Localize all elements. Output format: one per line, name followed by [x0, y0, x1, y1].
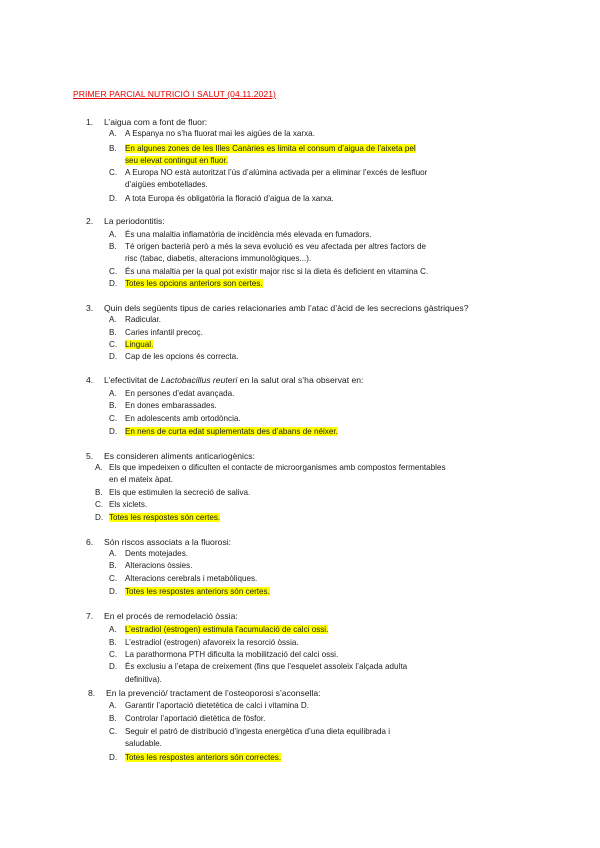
correct-answer-highlight: L’estradiol (estrogen) estimula l’acumulació de calci ossi. — [125, 625, 329, 634]
correct-answer-highlight: seu elevat contingut en fluor. — [125, 156, 229, 165]
question-1-option-c-letter: C. — [109, 168, 118, 177]
exam-title: PRIMER PARCIAL NUTRICIÓ I SALUT (04.11.2021) — [73, 89, 276, 99]
question-2-text: La periodontitis: — [104, 216, 165, 226]
question-3-option-b-letter: B. — [109, 328, 117, 337]
question-6-option-b-letter: B. — [109, 561, 117, 570]
option-text: En adolescents amb ortodòncia. — [125, 414, 241, 423]
option-text: En persones d’edat avançada. — [125, 389, 235, 398]
question-2-option-b-text — [125, 241, 426, 253]
question-8-number: 8. — [88, 688, 96, 698]
question-1-option-c-text-cont — [125, 179, 208, 191]
correct-answer-highlight: Totes les opcions anteriors son certes. — [125, 279, 263, 288]
question-4-option-b-letter: B. — [109, 401, 117, 410]
question-text-part: en la salut oral s’ha observat en: — [237, 375, 364, 385]
question-3-option-a-letter: A. — [109, 315, 117, 324]
correct-answer-highlight: En nens de curta edat suplementats des d’abans de néixer. — [125, 427, 338, 436]
question-2-option-b-text-cont — [125, 253, 311, 265]
question-3-option-c-text — [125, 339, 153, 351]
question-8-option-a-letter: A. — [109, 701, 117, 710]
option-text: Caries infantil precoç. — [125, 328, 203, 337]
question-5-option-b-letter: B. — [95, 488, 103, 497]
question-5-option-c-letter: C. — [95, 500, 104, 509]
option-text: La parathormona PTH dificulta la mobilització del calci ossi. — [125, 650, 339, 659]
question-7-option-c-text — [125, 649, 338, 661]
question-3-text: Quin dels següents tipus de caries relacionaries amb l’atac d’àcid de les secrecions gàstriques? — [104, 303, 469, 313]
option-text: Té origen bacterià però a més la seva evolució es veu afectada per altres factors de — [125, 242, 426, 251]
question-text-part: L’efectivitat de — [104, 375, 161, 385]
question-3-number: 3. — [86, 303, 94, 313]
question-6-text: Són riscos associats a la fluorosi: — [104, 537, 232, 547]
question-1-option-b-text — [125, 143, 416, 155]
question-2-number: 2. — [86, 216, 94, 226]
question-2-option-a-letter: A. — [109, 230, 117, 239]
correct-answer-highlight: Totes les respostes són certes. — [109, 513, 221, 522]
question-1-option-d-letter: D. — [109, 194, 118, 203]
question-2-option-c-letter: C. — [109, 267, 118, 276]
question-3-option-c-letter: C. — [109, 340, 118, 349]
option-text: Alteracions cerebrals i metabòliques. — [125, 574, 258, 583]
correct-answer-highlight: Totes les respostes anteriors són correctes. — [125, 753, 282, 762]
question-5-option-c-text — [109, 499, 147, 511]
question-6-option-a-text — [125, 548, 188, 560]
question-8-option-c-text-cont — [125, 738, 162, 750]
option-text: saludable. — [125, 739, 162, 748]
question-2-option-a-text — [125, 229, 372, 241]
option-text: Seguir el patró de distribució d’ingesta energètica d’una dieta equilibrada i — [125, 727, 391, 736]
option-text: Els xiclets. — [109, 500, 148, 509]
question-1-option-a-text — [125, 128, 315, 140]
question-3-option-d-letter: D. — [109, 352, 118, 361]
question-8-option-c-letter: C. — [109, 727, 118, 736]
option-text: És exclusiu a l’etapa de creixement (fins que l’esquelet assoleix l’alçada adulta — [125, 662, 408, 671]
question-4-option-c-letter: C. — [109, 414, 118, 423]
option-text: Radicular. — [125, 315, 161, 324]
question-7-option-b-letter: B. — [109, 638, 117, 647]
question-7-option-d-text — [125, 661, 407, 673]
question-7-text: En el procés de remodelació òssia: — [104, 611, 238, 621]
option-text: Cap de les opcions és correcta. — [125, 352, 239, 361]
question-6-option-d-text — [125, 586, 270, 598]
option-text: d’aigües embotellades. — [125, 180, 208, 189]
question-4-option-b-text — [125, 400, 217, 412]
question-4-number: 4. — [86, 375, 94, 385]
option-text: A tota Europa és obligatòria la floració d’aigua de la xarxa. — [125, 194, 334, 203]
question-5-option-d-letter: D. — [95, 513, 104, 522]
question-1-option-a-letter: A. — [109, 129, 117, 138]
question-1-text: L’aigua com a font de fluor: — [104, 117, 208, 127]
question-2-option-b-letter: B. — [109, 242, 117, 251]
question-4-option-a-letter: A. — [109, 389, 117, 398]
question-8-option-d-letter: D. — [109, 753, 118, 762]
question-1-number: 1. — [86, 117, 94, 127]
option-text: A Europa NO està autoritzat l’ús d’alúmina activada per a eliminar l’excés de lesfluor — [125, 168, 428, 177]
question-5-option-a-letter: A. — [95, 463, 103, 472]
option-text: L’estradiol (estrogen) afavoreix la resorció òssia. — [125, 638, 299, 647]
question-7-option-d-letter: D. — [109, 662, 118, 671]
option-text: Garantir l’aportació dietetètica de calci i vitamina D. — [125, 701, 309, 710]
option-text: Els que impedeixen o dificulten el contacte de microorganismes amb compostos fermentables — [109, 463, 446, 472]
option-text: En dones embarassades. — [125, 401, 217, 410]
correct-answer-highlight: Totes les respostes anteriors són certes. — [125, 587, 270, 596]
question-6-option-b-text — [125, 560, 192, 572]
question-7-option-d-text-cont — [125, 674, 162, 686]
question-text-italic: Lactobacillus reuteri — [160, 375, 238, 385]
question-6-number: 6. — [86, 537, 94, 547]
option-text: risc (tabac, diabetis, alteracions immunològiques...). — [125, 254, 312, 263]
question-2-option-c-text — [125, 266, 428, 278]
question-7-number: 7. — [86, 611, 94, 621]
question-8-option-b-letter: B. — [109, 714, 117, 723]
question-4-option-d-text — [125, 426, 338, 438]
correct-answer-highlight: En algunes zones de les Illes Canàries es limita el consum d’aigua de l’aixeta pel — [125, 144, 416, 153]
question-7-option-a-text — [125, 624, 328, 636]
question-5-number: 5. — [86, 451, 94, 461]
question-1-option-b-letter: B. — [109, 144, 117, 153]
question-6-option-d-letter: D. — [109, 587, 118, 596]
question-8-option-c-text — [125, 726, 390, 738]
option-text: definitiva). — [125, 675, 162, 684]
question-3-option-d-text — [125, 351, 238, 363]
question-5-option-d-text — [109, 512, 220, 524]
option-text: en el mateix àpat. — [109, 475, 173, 484]
correct-answer-highlight: Lingual. — [125, 340, 154, 349]
question-5-option-a-text-cont — [109, 474, 173, 486]
option-text: És una malaltia inflamatòria de incidència més elevada en fumadors. — [125, 230, 372, 239]
question-7-option-a-letter: A. — [109, 625, 117, 634]
question-6-option-c-text — [125, 573, 257, 585]
question-4-option-d-letter: D. — [109, 427, 118, 436]
question-4-option-a-text — [125, 388, 234, 400]
question-6-option-a-letter: A. — [109, 549, 117, 558]
question-3-option-b-text — [125, 327, 203, 339]
question-8-option-d-text — [125, 752, 281, 764]
question-3-option-a-text — [125, 314, 161, 326]
question-7-option-c-letter: C. — [109, 650, 118, 659]
option-text: Els que estimulen la secreció de saliva. — [109, 488, 251, 497]
option-text: És una malaltia per la qual pot existir major risc si la dieta és deficient en vitamina C. — [125, 267, 429, 276]
question-4-option-c-text — [125, 413, 241, 425]
question-1-option-c-text — [125, 167, 427, 179]
question-2-option-d-letter: D. — [109, 279, 118, 288]
question-6-option-c-letter: C. — [109, 574, 118, 583]
question-7-option-b-text — [125, 637, 299, 649]
question-4-text — [104, 374, 363, 386]
question-8-option-b-text — [125, 713, 265, 725]
question-1-option-d-text — [125, 193, 334, 205]
option-text: Alteracions òssies. — [125, 561, 193, 570]
question-5-option-a-text — [109, 462, 446, 474]
question-5-text: Es consideren aliments anticariogènics: — [104, 451, 255, 461]
question-2-option-d-text — [125, 278, 263, 290]
option-text: Dents motejades. — [125, 549, 188, 558]
option-text: Controlar l’aportació dietètica de fòsfor. — [125, 714, 266, 723]
option-text: A Espanya no s’ha fluorat mai les aigües de la xarxa. — [125, 129, 315, 138]
question-8-option-a-text — [125, 700, 309, 712]
question-1-option-b-text-cont — [125, 155, 228, 167]
question-8-text: En la prevenció/ tractament de l’osteoporosi s’aconsella: — [106, 688, 321, 698]
question-5-option-b-text — [109, 487, 250, 499]
